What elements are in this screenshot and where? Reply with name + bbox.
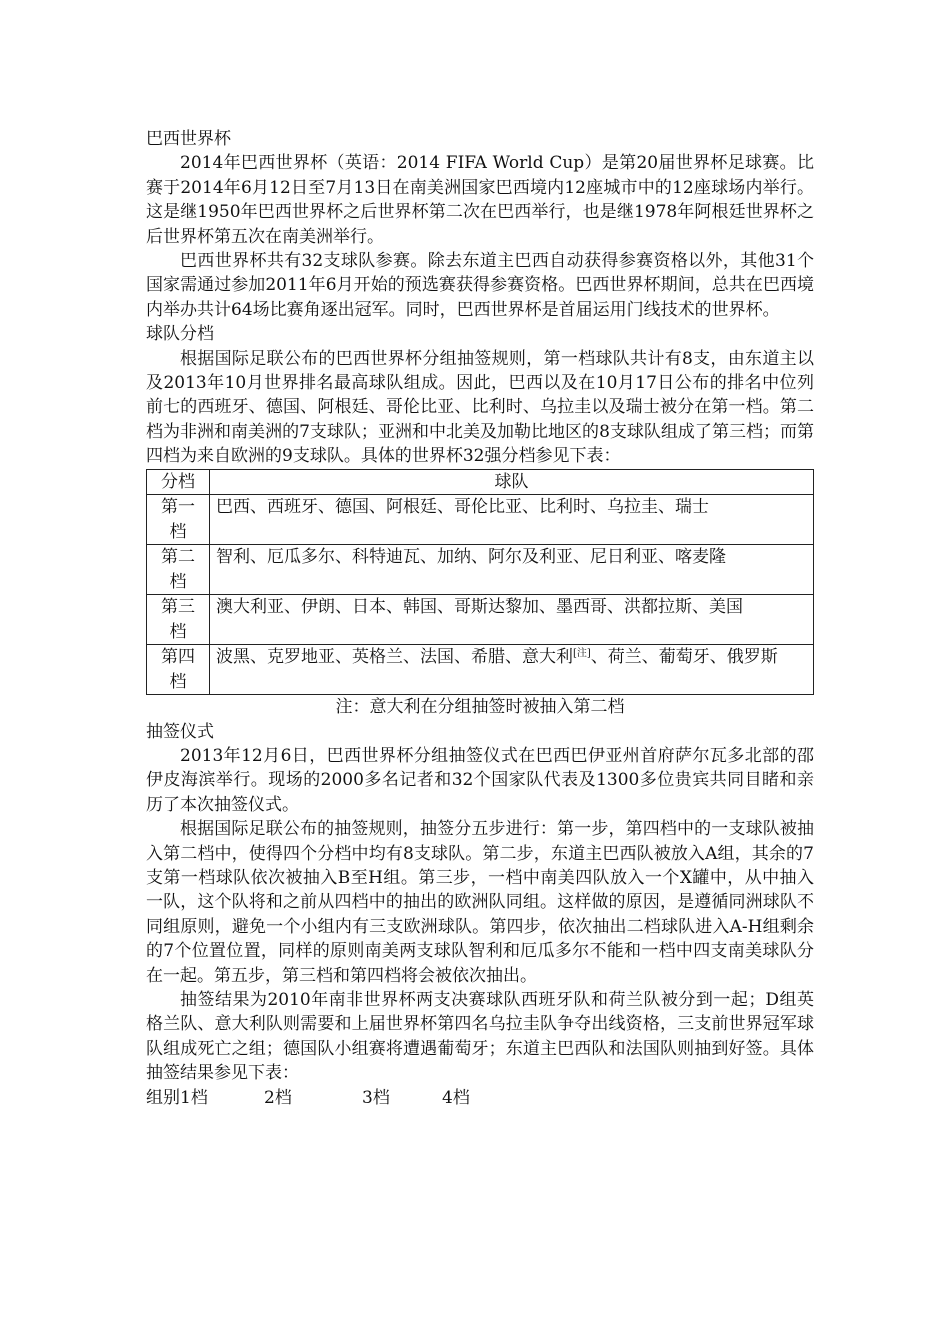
draw-paragraph-2: 根据国际足联公布的抽签规则，抽签分五步进行：第一步，第四档中的一支球队被抽入第二档中，使得四个分档中均有8支球队。第二步，东道主巴西队被放入A组，其余的7支第一档球队依次被抽入B至H组。第三步，一档中南美四队放入一个X罐中，从中抽入一队，这个队将和之前从四档中的抽出的欧洲队同组。这样做的原因，是遵循同洲球队不同组原则，避免一个小组内有三支欧洲球队。第四步，依次抽出二档球队进入A-H组剩余的7个位置位置，同样的原则南美两支球队智利和厄瓜多尔不能和一档中四支南美球队分在一起。第五步，第三档和第四档将会被依次抽出。 [146,819,814,986]
table-note: 注：意大利在分组抽签时被抽入第二档 [335,697,625,718]
groups-col-tier4: 4档 [442,1087,470,1108]
teams-cell: 智利、厄瓜多尔、科特迪瓦、加纳、阿尔及利亚、尼日利亚、喀麦隆 [210,545,814,595]
draw-heading: 抽签仪式 [146,721,214,742]
groups-table-header [146,1086,814,1110]
seeding-table [146,469,814,695]
draw-paragraph-3: 抽签结果为2010年南非世界杯两支决赛球队西班牙队和荷兰队被分到一起；D组英格兰队、意大利队则需要和上届世界杯第四名乌拉圭队争夺出线资格，三支前世界冠军球队组成死亡之组；德国队小组赛将遭遇葡萄牙；东道主巴西队和法国队则抽到好签。具体抽签结果参见下表： [146,989,814,1084]
draw-paragraph-1: 2013年12月6日，巴西世界杯分组抽签仪式在巴西巴伊亚州首府萨尔瓦多北部的邵伊皮海滨举行。现场的2000多名记者和32个国家队代表及1300多位贵宾共同目睹和亲历了本次抽签仪式。 [146,745,814,815]
groups-col-tier2: 2档 [264,1087,292,1108]
intro-paragraph-2: 巴西世界杯共有32支球队参赛。除去东道主巴西自动获得参赛资格以外，其他31个国家需通过参加2011年6月开始的预选赛获得参赛资格。巴西世界杯期间，总共在巴西境内举办共计64场比赛角逐出冠军。同时，巴西世界杯是首届运用门线技术的世界杯。 [146,251,814,320]
header-tier: 分档 [147,469,210,494]
table-row [147,595,814,645]
note-reference: [注] [573,648,591,660]
tier-cell: 第三档 [147,595,210,645]
table-row [147,645,814,695]
intro-paragraph-1: 2014年巴西世界杯（英语：2014 FIFA World Cup）是第20届世界杯足球赛。比赛于2014年6月12日至7月13日在南美洲国家巴西境内12座城市中的12座球场内举行。这是继1950年巴西世界杯之后世界杯第二次在巴西举行，也是继1978年阿根廷世界杯之后世界杯第五次在南美洲举行。 [146,153,814,247]
seeding-paragraph: 根据国际足联公布的巴西世界杯分组抽签规则，第一档球队共计有8支，由东道主以及2013年10月世界排名最高球队组成。因此，巴西以及在10月17日公布的排名中位列前七的西班牙、德国、阿根廷、哥伦比亚、比利时、乌拉圭以及瑞士被分在第一档。第二档为非洲和南美洲的7支球队；亚洲和中北美及加勒比地区的8支球队组成了第三档；而第四档为来自欧洲的9支球队。具体的世界杯32强分档参见下表： [146,348,814,467]
teams-cell: 澳大利亚、伊朗、日本、韩国、哥斯达黎加、墨西哥、洪都拉斯、美国 [210,595,814,645]
groups-col-tier3: 3档 [362,1087,390,1108]
teams-text-after-note: 、荷兰、葡萄牙、俄罗斯 [590,647,778,668]
teams-text-before-note: 波黑、克罗地亚、英格兰、法国、希腊、意大利 [216,647,573,668]
table-row [147,495,814,545]
document-page [146,127,814,1110]
document-title: 巴西世界杯 [146,129,231,149]
tier-cell: 第二档 [147,545,210,595]
groups-col-tier1: 1档 [180,1087,208,1108]
header-teams: 球队 [210,469,814,494]
seeding-heading: 球队分档 [146,324,214,345]
teams-cell: 巴西、西班牙、德国、阿根廷、哥伦比亚、比利时、乌拉圭、瑞士 [210,495,814,545]
tier-cell: 第四档 [147,645,210,695]
teams-cell [210,645,814,695]
groups-col-group: 组别 [146,1087,180,1108]
table-header-row [147,469,814,494]
table-row [147,545,814,595]
tier-cell: 第一档 [147,495,210,545]
